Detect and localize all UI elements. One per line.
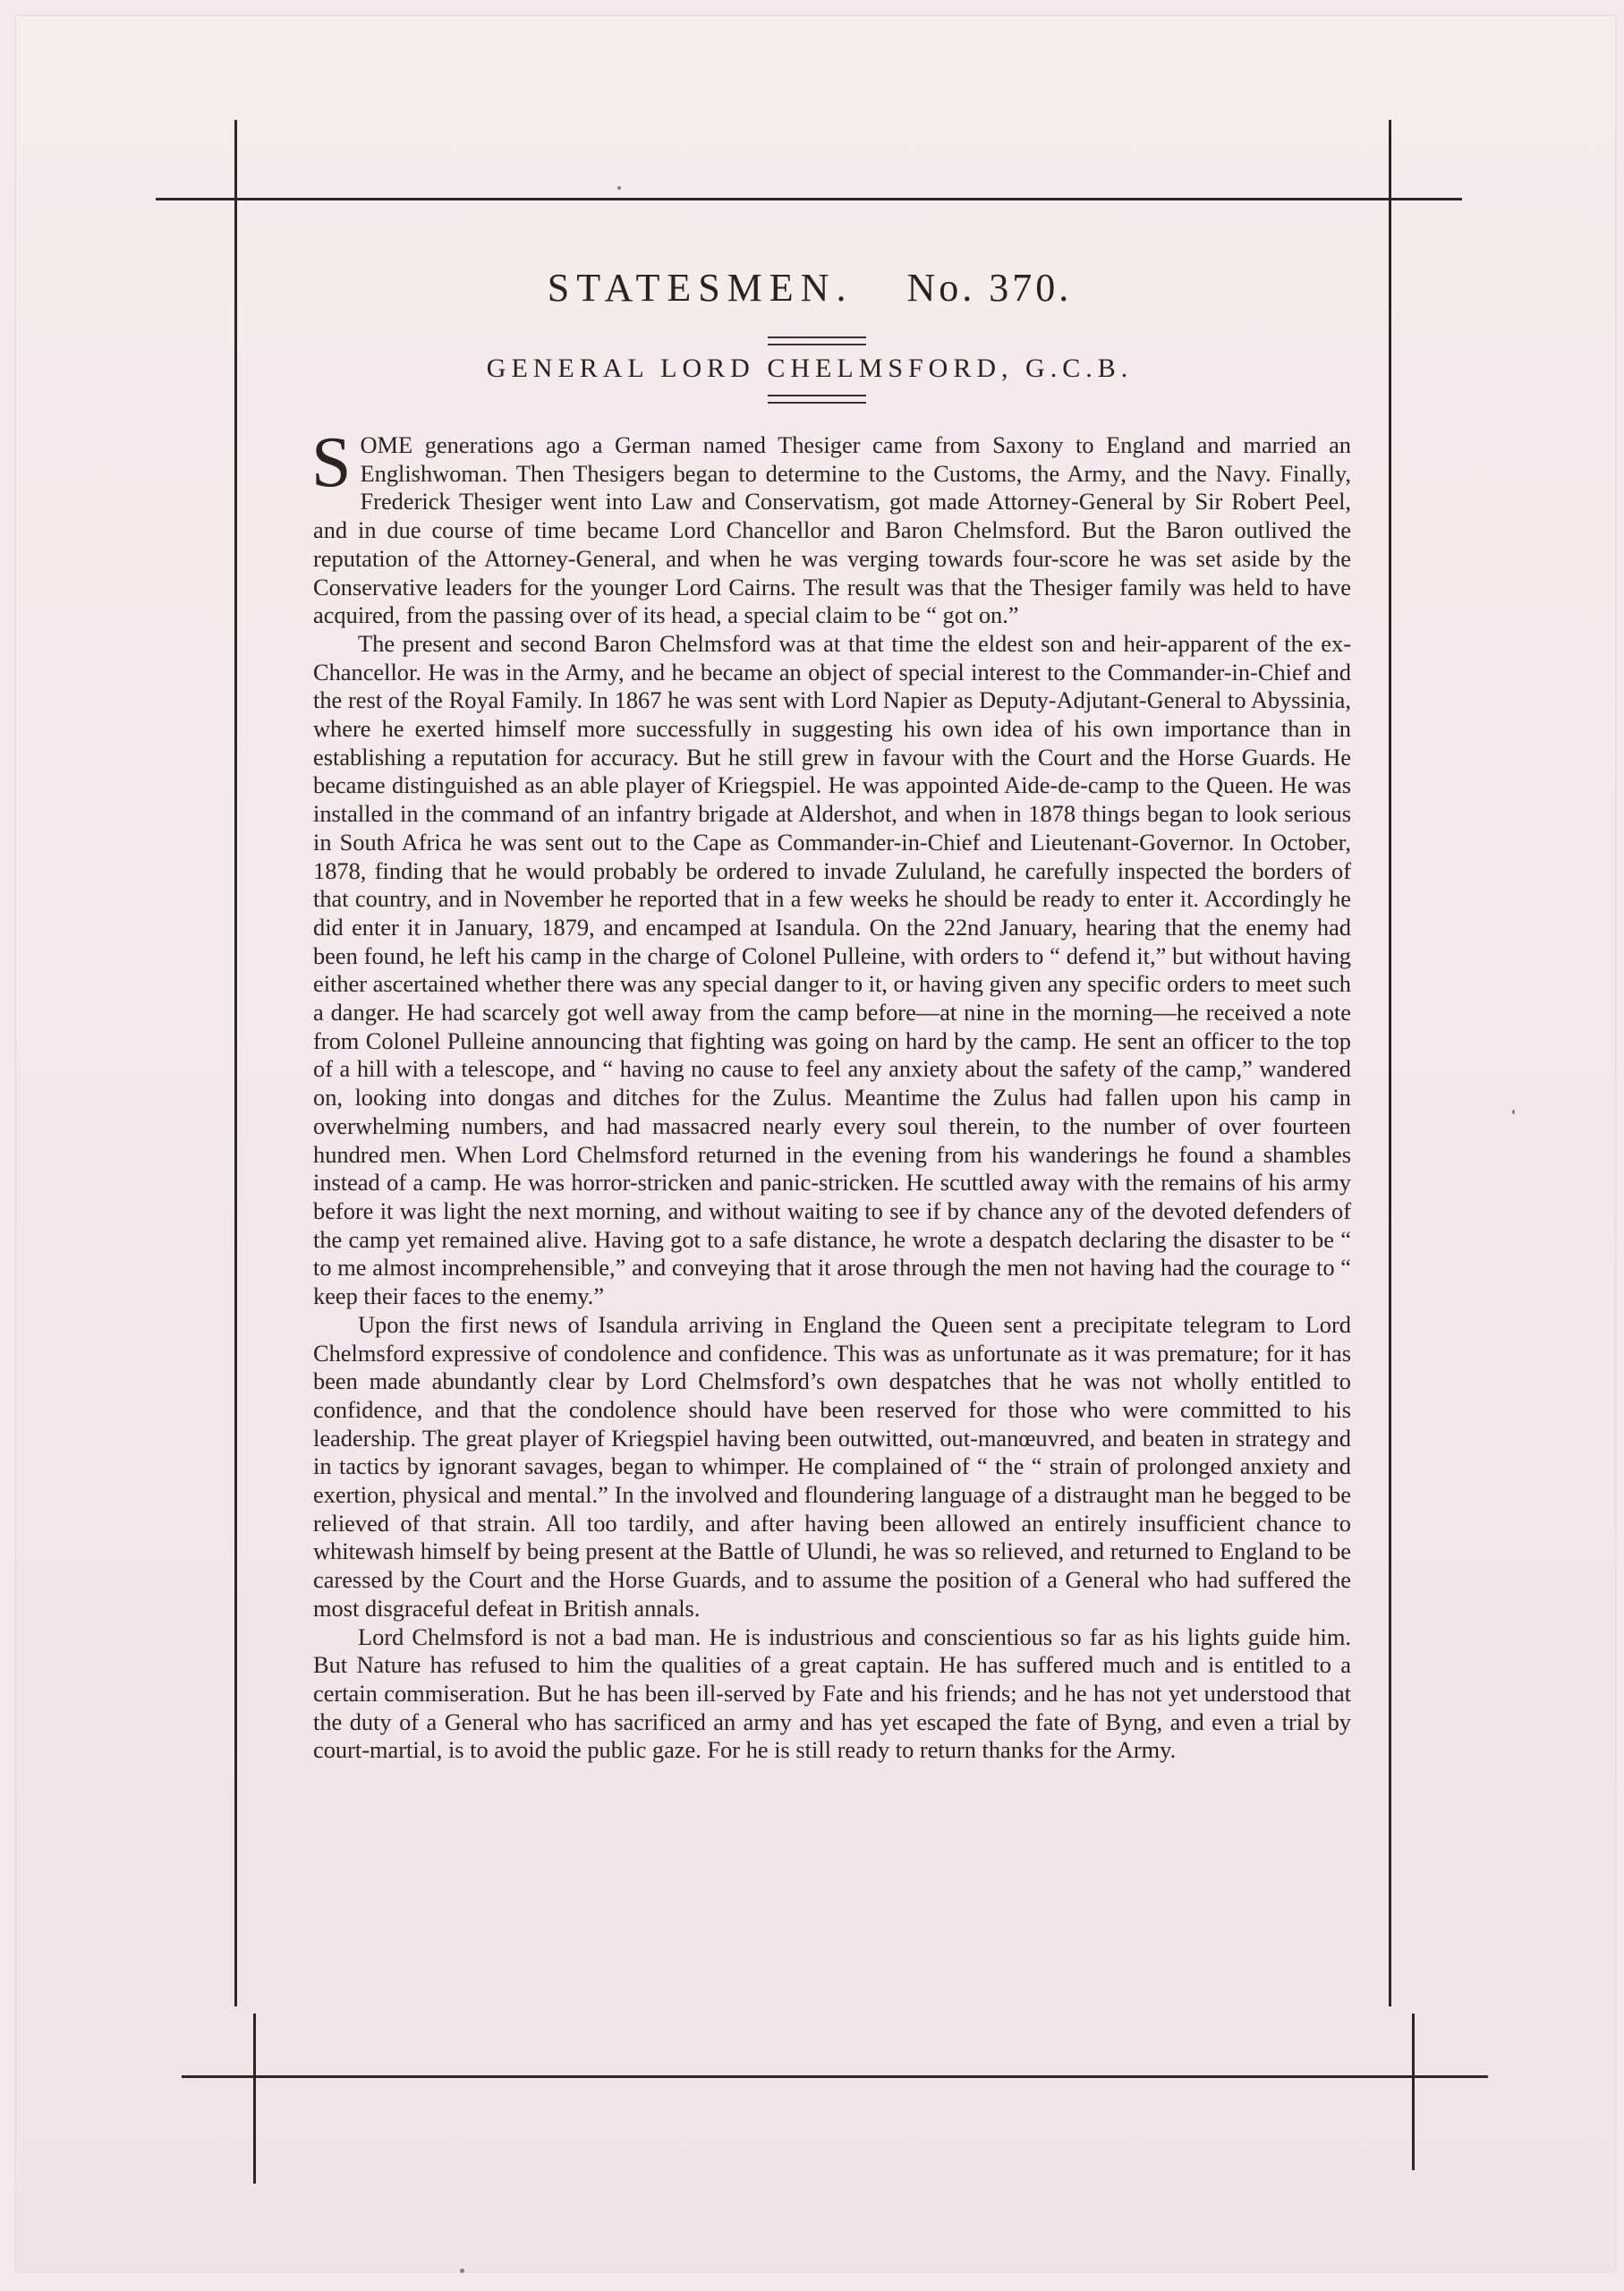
page-title xyxy=(259,265,1360,311)
first-paragraph-text: OME generations ago a German named Thesiger came from Saxony to England and married an Englishwoman. Then Thesigers began to determine to the Customs, the Army, and the Navy. Finally, Frederick Thesiger went into Law and Conservatism, got made Attorney-General by Sir Robert Peel, and in due course of time became Lord Chancellor and Baron Chelmsford. But the Baron outlived the reputation of the Attorney-General, and when he was verging towards four-score he was set aside by the Conservative leaders for the younger Lord Cairns. The result was that the Thesiger family was held to have acquired, from the passing over of its head, a special claim to be “ got on.” xyxy=(313,431,1351,629)
subtitle-divider xyxy=(768,395,866,404)
series-title: STATESMEN. xyxy=(547,266,854,310)
article-paragraph-4: Lord Chelmsford is not a bad man. He is industrious and conscientious so far as his lights guide him. But Nature has refused to him the qualities of a great captain. He has suffered much and is entitled to a certain commiseration. But he has been ill-served by Fate and his friends; and he has not yet understood that the duty of a General who has sacrificed an army and has yet escaped the fate of Byng, and even a trial by court-martial, is to avoid the public gaze. For he is still ready to return thanks for the Army. xyxy=(313,1622,1351,1764)
right-lower-border-rule xyxy=(1412,2014,1415,2170)
right-border-rule xyxy=(1389,120,1391,2006)
paper-speck xyxy=(1512,1110,1515,1114)
drop-cap: S xyxy=(311,423,352,502)
series-number: No. 370. xyxy=(906,266,1073,310)
top-border-rule xyxy=(156,198,1462,200)
article-paragraph-3: Upon the first news of Isandula arriving in England the Queen sent a precipitate telegram to Lord Chelmsford expressive of condolence and confidence. This was as unfortunate as it was premature; for it has been made abundantly clear by Lord Chelmsford’s own despatches that he was not wholly entitled to confidence, and that the condolence should have been reserved for those who were committed to his leadership. The great player of Kriegspiel having been outwitted, out-manœuvred, and beaten in strategy and in tactics by ignorant savages, began to whimper. He complained of “ the “ strain of prolonged anxiety and exertion, physical and mental.” In the involved and floundering language of a distraught man he begged to be relieved of that strain. All too tardily, and after having been allowed an entirely insufficient chance to whitewash himself by being present at the Battle of Ulundi, he was so relieved, and returned to England to be caressed by the Court and the Horse Guards, and to assume the position of a General who had suffered the most disgraceful defeat in British annals. xyxy=(313,1310,1351,1622)
bottom-border-rule xyxy=(182,2075,1488,2078)
article-body xyxy=(311,423,1352,1765)
paper-speck xyxy=(617,186,621,190)
article-subtitle: GENERAL LORD CHELMSFORD, G.C.B. xyxy=(486,353,1134,383)
title-divider xyxy=(768,336,866,345)
left-border-rule xyxy=(234,120,237,2006)
paper-speck xyxy=(460,2269,464,2273)
article-paragraph-1 xyxy=(311,423,1351,630)
left-lower-border-rule xyxy=(253,2014,256,2184)
article-paragraph-2: The present and second Baron Chelmsford was at that time the eldest son and heir-apparent of the ex-Chancellor. He was in the Army, and he became an object of special interest to the Commander-in-Chief and the rest of the Royal Family. In 1867 he was sent with Lord Napier as Deputy-Adjutant-General to Abyssinia, where he exerted himself more successfully in suggesting his own idea of his own importance than in establishing a reputation for accuracy. But he still grew in favour with the Court and the Horse Guards. He became distinguished as an able player of Kriegspiel. He was appointed Aide-de-camp to the Queen. He was installed in the command of an infantry brigade at Aldershot, and when in 1878 things began to look serious in South Africa he was sent out to the Cape as Commander-in-Chief and Lieutenant-Governor. In October, 1878, finding that he would probably be ordered to invade Zululand, he carefully inspected the borders of that country, and in November he reported that in a few weeks he should be ready to enter it. Accordingly he did enter it in January, 1879, and encamped at Isandula. On the 22nd January, hearing that the enemy had been found, he left his camp in the charge of Colonel Pulleine, with orders to “ defend it,” but without having either ascertained whether there was any special danger to it, or having given any specific orders to meet such a danger. He had scarcely got well away from the camp before—at nine in the morning—he received a note from Colonel Pulleine announcing that fighting was going on hard by the camp. He sent an officer to the top of a hill with a telescope, and “ having no cause to feel any anxiety about the safety of the camp,” wandered on, looking into dongas and ditches for the Zulus. Meantime the Zulus had fallen upon his camp in overwhelming numbers, and had massacred nearly every soul therein, to the number of over fourteen hundred men. When Lord Chelmsford returned in the evening from his wanderings he found a shambles instead of a camp. He was horror-stricken and panic-stricken. He scuttled away with the remains of his army before it was light the next morning, and without waiting to see if by chance any of the devoted defenders of the camp yet remained alive. Having got to a safe distance, he wrote a despatch declaring the disaster to be “ to me almost incomprehensible,” and conveying that it arose through the men not having had the courage to “ keep their faces to the enemy.” xyxy=(313,629,1352,1310)
